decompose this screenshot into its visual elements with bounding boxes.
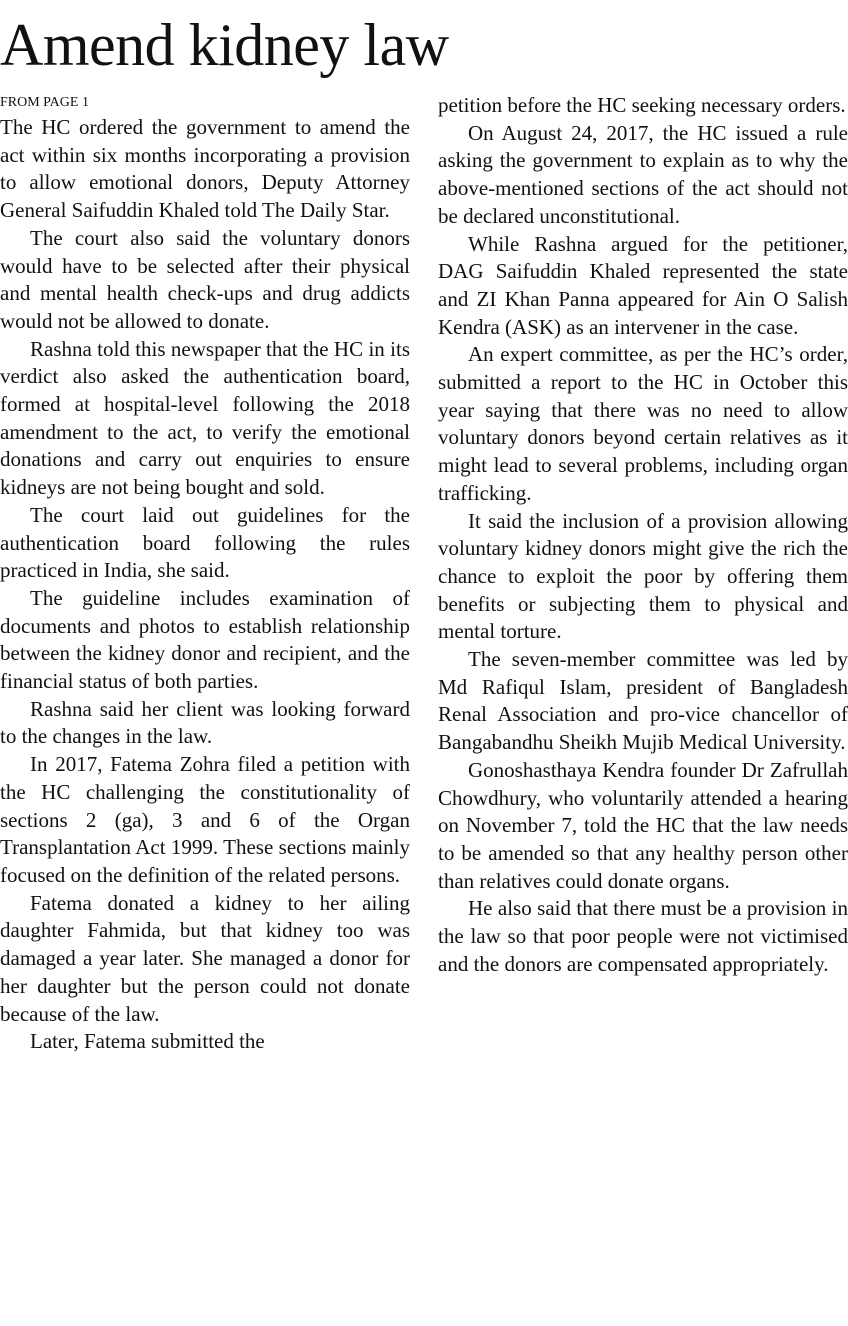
paragraph: On August 24, 2017, the HC issued a rule asking the government to explain as to why the above-mentioned sections of the act should not be declared unconstitutional. [438,120,848,228]
paragraph: Gonoshasthaya Kendra founder Dr Zafrullah Chowdhury, who voluntarily attended a hearing on November 7, told the HC that the law needs to be amended so that any healthy person other than relatives could donate organs. [438,757,848,893]
paragraph: In 2017, Fatema Zohra filed a petition with the HC challenging the constitutionality of sections 2 (ga), 3 and 6 of the Organ Transplantation Act 1999. These sections mainly focused on the definition of the related persons. [0,752,410,887]
paragraph: The guideline includes examination of documents and photos to establish relationship between the kidney donor and recipient, and the financial status of both parties. [0,585,410,694]
continued-from-label: FROM PAGE 1 [0,95,89,110]
paragraph: Later, Fatema submitted the [30,1029,265,1054]
paragraph: petition before the HC seeking necessary orders. [438,93,846,117]
paragraph: It said the inclusion of a provision allowing voluntary kidney donors might give the rich the chance to exploit the poor by offering them benefits or subjecting them to physical and mental torture. [438,508,848,644]
right-column [438,92,848,979]
headline: Amend kidney law [0,12,449,78]
paragraph: The court also said the voluntary donors would have to be selected after their physical and mental health check-ups and drug addicts would not be allowed to donate. [0,225,410,333]
paragraph: Rashna told this newspaper that the HC in its verdict also asked the authentication board, formed at hospital-level following the 2018 amendment to the act, to verify the emotional donations and carry out enquiries to ensure kidneys are not being bought and sold. [0,336,410,500]
paragraph: Fatema donated a kidney to her ailing daughter Fahmida, but that kidney too was damaged a year later. She managed a donor for her daughter but the person could not donate because of the law. [0,890,410,1026]
paragraph: The seven-member committee was led by Md Rafiqul Islam, president of Bangladesh Renal Association and pro-vice chancellor of Bangabandhu Sheikh Mujib Medical University. [438,647,848,755]
paragraph: An expert committee, as per the HC’s order, submitted a report to the HC in October this year saying that there was no need to allow voluntary donors beyond certain relatives as it might lead to several problems, including organ trafficking. [438,342,848,505]
paragraph: The HC ordered the government to amend the act within six months incorporating a provision to allow emotional donors, Deputy Attorney General Saifuddin Khaled told The Daily Star. [0,115,410,223]
paragraph: The court laid out guidelines for the authentication board following the rules practiced in India, she said. [0,502,410,583]
paragraph: He also said that there must be a provision in the law so that poor people were not victimised and the donors are compensated appropriately. [438,896,848,976]
paragraph: Rashna said her client was looking forward to the changes in the law. [0,696,410,749]
paragraph: While Rashna argued for the petitioner, DAG Saifuddin Khaled represented the state and ZI Khan Panna appeared for Ain O Salish Kendra (ASK) as an intervener in the case. [438,231,848,339]
left-column [0,92,410,1056]
